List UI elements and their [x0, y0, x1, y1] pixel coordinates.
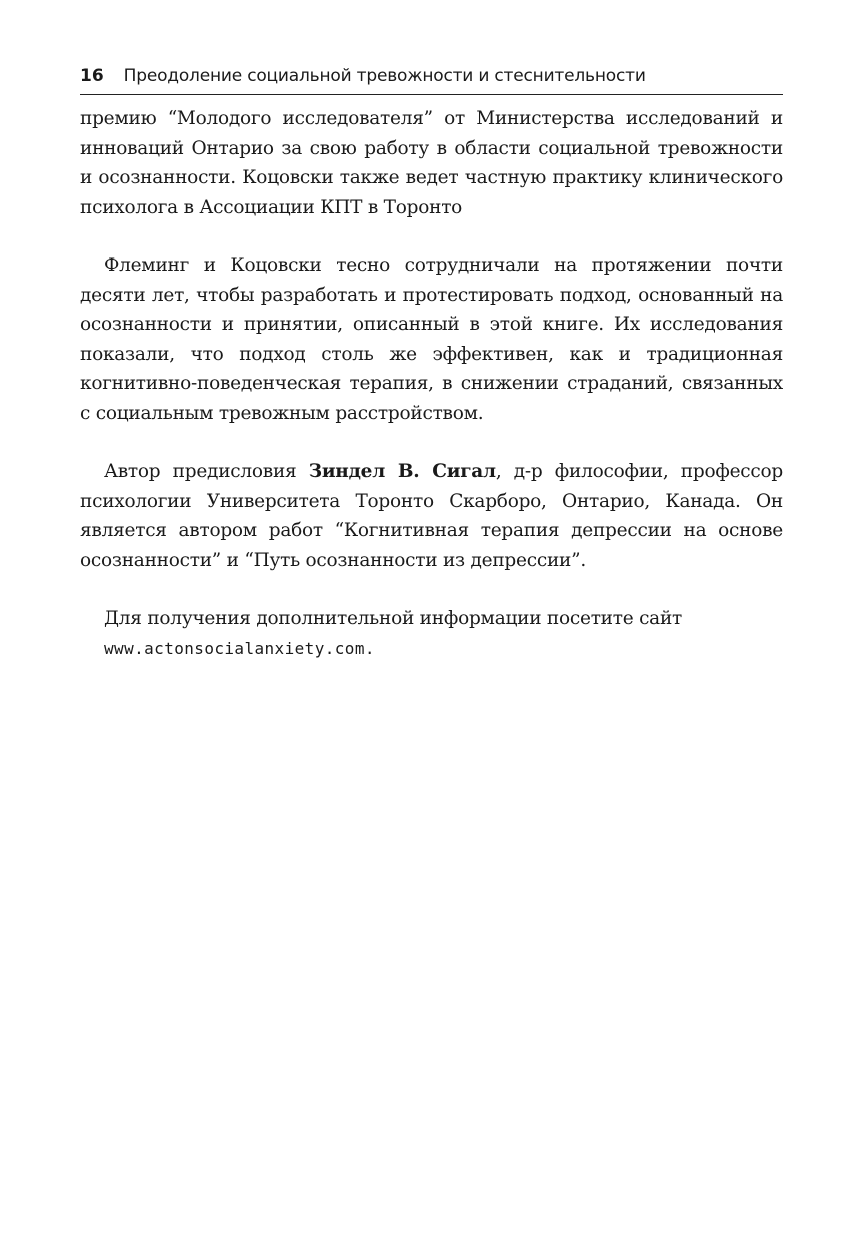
- running-header: [80, 66, 783, 95]
- paragraph-more-info: [80, 604, 783, 634]
- foreword-prefix: Автор предисловия: [104, 461, 309, 482]
- paragraph-continuation: премию “Молодого исследователя” от Министерства исследований и инноваций Онтарио за свою работу в области социальной тревожности и осознанности. Коцовски также ведет частную практику клинического психолога в Ассоциации КПТ в Торонто: [80, 108, 783, 218]
- website-link[interactable]: www.actonsocialanxiety.com.: [104, 638, 375, 658]
- paragraph-collaboration: Флеминг и Коцовски тесно сотрудничали на протяжении почти десяти лет, чтобы разработать и протестировать подход, основанный на осознанности и принятии, описанный в этой книге. Их исследования показали, что подход столь же эффективен, как и традиционная когнитивно-поведенческая терапия, в снижении страданий, связанных с социальным тревожным расстройством.: [80, 255, 783, 424]
- running-title: Преодоление социальной тревожности и стеснительности: [123, 66, 646, 86]
- foreword-author-name: Зиндел В. Сигал: [308, 461, 496, 482]
- foreword-suffix: , д-р философии, профессор психологии Университета Торонто Скарборо, Онтарио, Канада. Он является автором работ “Когнитивная терапия депрессии на основе осознанности” и “Путь осознанности из депрессии”.: [80, 461, 783, 571]
- paragraph-foreword-author: [80, 457, 783, 575]
- more-info-text: Для получения дополнительной информации посетите сайт: [104, 608, 683, 629]
- body-text: [80, 104, 783, 663]
- page-number: 16: [80, 66, 104, 86]
- book-page: [80, 66, 783, 663]
